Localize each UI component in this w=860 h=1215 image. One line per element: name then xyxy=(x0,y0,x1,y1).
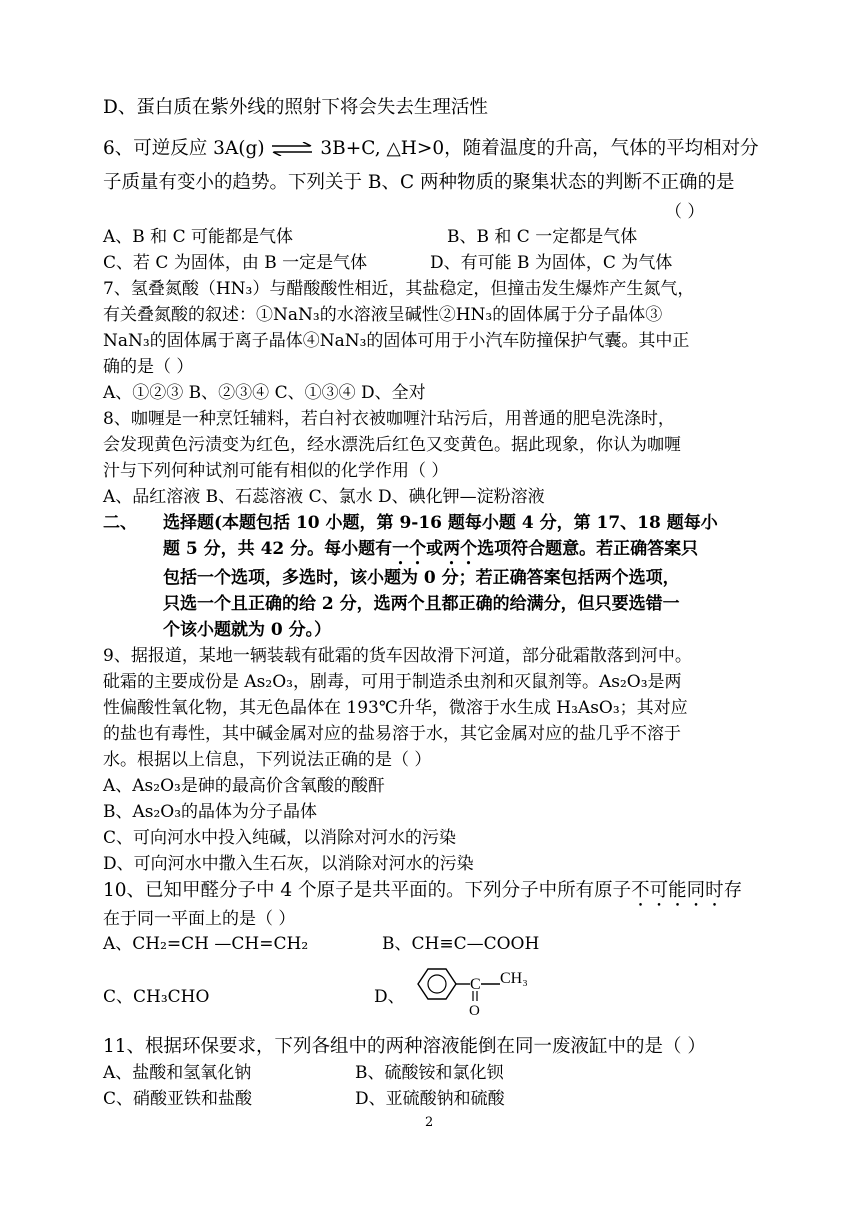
section-2-line-3: 包括一个选项，多选时，该小题为 0 分；若正确答案包括两个选项， xyxy=(163,568,680,588)
q9-option-a: A、As₂O₃是砷的最高价含氧酸的酸酐 xyxy=(103,776,385,796)
q6-line-1 xyxy=(103,136,759,162)
q10-option-c: C、CH₃CHO xyxy=(103,987,210,1007)
q10-option-a: A、CH₂=CH —CH=CH₂ xyxy=(103,934,309,954)
q10-emphasis: 不可能同时 xyxy=(631,880,724,901)
q10-option-b: B、CH≡C—COOH xyxy=(382,934,540,954)
q7-line-2: 有关叠氮酸的叙述：①NaN₃的水溶液呈碱性②HN₃的固体属于分子晶体③ xyxy=(103,305,663,325)
q9-line-5: 水。根据以上信息，下列说法正确的是（ ） xyxy=(103,750,432,770)
section-2-line-2-c: 选项符合题意。若正确答案只 xyxy=(477,539,699,559)
q8-line-3: 汁与下列何种试剂可能有相似的化学作用（ ） xyxy=(103,461,449,481)
q6-option-b: B、B 和 C 一定都是气体 xyxy=(447,227,638,247)
q6-option-c: C、若 C 为固体，由 B 一定是气体 xyxy=(103,253,368,273)
q9-option-c: C、可向河水中投入纯碱，以消除对河水的污染 xyxy=(103,828,457,848)
section-2-line-4: 只选一个且正确的给 2 分，选两个且都正确的给满分，但只要选错一 xyxy=(163,594,680,614)
reversible-arrow-icon xyxy=(270,142,314,156)
q10-d-oxygen: O xyxy=(469,1003,480,1018)
q9-line-4: 的盐也有毒性，其中碱金属对应的盐易溶于水，其它金属对应的盐几乎不溶于 xyxy=(103,724,681,744)
q6-stem-part-1: 6、可逆反应 3A(g) xyxy=(103,138,265,159)
q11-option-a: A、盐酸和氢氧化钠 xyxy=(103,1063,252,1083)
q6-stem-part-2: 3B+C, △H>0，随着温度的升高，气体的平均相对分 xyxy=(320,138,759,159)
section-2-line-2-b: 或 xyxy=(426,539,444,559)
q5-option-d: D、蛋白质在紫外线的照射下将会失去生理活性 xyxy=(103,97,488,118)
q8-line-1: 8、咖喱是一种烹饪辅料，若白衬衣被咖喱汁玷污后，用普通的肥皂洗涤时， xyxy=(103,409,675,429)
q11-option-c: C、硝酸亚铁和盐酸 xyxy=(103,1089,253,1109)
section-2-line-2-a: 题 5 分，共 42 分。每小题有 xyxy=(163,539,393,559)
section-2-emphasis-two: 两个 xyxy=(443,539,478,559)
q10-d-methyl: CH₃ xyxy=(500,970,528,987)
q11-line-1: 11、根据环保要求，下列各组中的两种溶液能倒在同一废液缸中的是（ ） xyxy=(103,1036,706,1057)
q10-option-d-label: D、 xyxy=(374,987,405,1007)
page-number: 2 xyxy=(425,1115,434,1130)
q10-line-2: 在于同一平面上的是（ ） xyxy=(103,909,296,929)
q10-line-1-a: 10、已知甲醛分子中 4 个原子是共平面的。下列分子中所有原子 xyxy=(103,880,632,901)
section-2-line-1: 选择题(本题包括 10 小题，第 9-16 题每小题 4 分，第 17、18 题每小 xyxy=(163,513,718,533)
q6-option-d: D、有可能 B 为固体，C 为气体 xyxy=(430,253,673,273)
q9-line-1: 9、据报道，某地一辆装载有砒霜的货车因故滑下河道，部分砒霜散落到河中。 xyxy=(103,646,692,666)
q8-options: A、品红溶液 B、石蕊溶液 C、氯水 D、碘化钾—淀粉溶液 xyxy=(103,487,545,507)
acetophenone-structure-icon xyxy=(408,956,538,1018)
q9-line-3: 性偏酸性氧化物，其无色晶体在 193℃升华，微溶于水生成 H₃AsO₃；其对应 xyxy=(103,698,688,718)
q7-line-4: 确的是（ ） xyxy=(103,357,194,377)
section-2-number: 二、 xyxy=(103,513,137,533)
q9-option-d: D、可向河水中撒入生石灰，以消除对河水的污染 xyxy=(103,854,474,874)
q10-line-1-b: 存 xyxy=(723,880,743,901)
q11-option-d: D、亚硫酸钠和硫酸 xyxy=(355,1089,505,1109)
q9-option-b: B、As₂O₃的晶体为分子晶体 xyxy=(103,802,318,822)
q6-line-2: 子质量有变小的趋势。下列关于 B、C 两种物质的聚集状态的判断不正确的是 xyxy=(103,172,735,193)
q6-answer-bracket: （ ） xyxy=(665,202,705,222)
q9-line-2: 砒霜的主要成份是 As₂O₃，剧毒，可用于制造杀虫剂和灭鼠剂等。As₂O₃是两 xyxy=(103,672,682,692)
q11-option-b: B、硫酸铵和氯化钡 xyxy=(355,1063,504,1083)
q6-option-a: A、B 和 C 可能都是气体 xyxy=(103,227,293,247)
section-2-emphasis-one: 一个 xyxy=(392,539,427,559)
q10-d-carbon: C xyxy=(470,976,481,993)
q8-line-2: 会发现黄色污渍变为红色，经水漂洗后红色又变黄色。据此现象，你认为咖喱 xyxy=(103,435,681,455)
q7-line-3: NaN₃的固体属于离子晶体④NaN₃的固体可用于小汽车防撞保护气囊。其中正 xyxy=(103,331,690,351)
section-2-line-5: 个该小题就为 0 分。） xyxy=(163,620,332,640)
q7-options: A、①②③ B、②③④ C、①③④ D、全对 xyxy=(103,383,426,403)
q7-line-1: 7、氢叠氮酸（HN₃）与醋酸酸性相近，其盐稳定，但撞击发生爆炸产生氮气， xyxy=(103,279,695,299)
